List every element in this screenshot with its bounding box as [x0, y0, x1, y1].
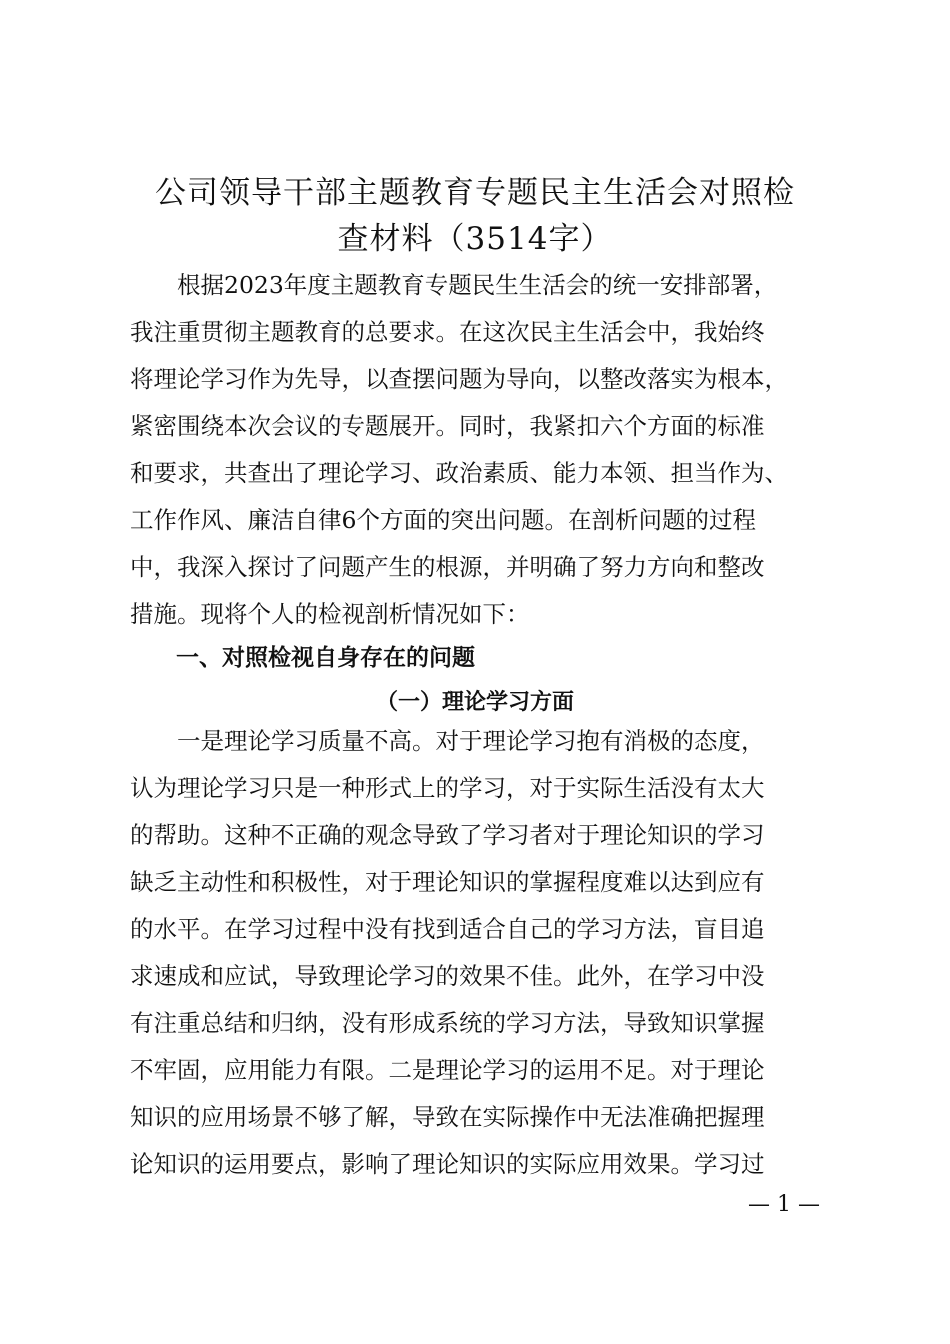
text-line: 中，我深入探讨了问题产生的根源，并明确了努力方向和整改	[130, 553, 765, 581]
document-title	[110, 170, 840, 262]
text-line: 有注重总结和归纳，没有形成系统的学习方法，导致知识掌握	[130, 1009, 765, 1037]
text-line: 我注重贯彻主题教育的总要求。在这次民主生活会中，我始终	[130, 318, 765, 346]
title-line: 查材料（3514字）	[337, 221, 613, 257]
text-line: 一是理论学习质量不高。对于理论学习抱有消极的态度，	[130, 727, 765, 755]
subsection-heading: （一）理论学习方面	[375, 689, 574, 715]
text-line: 的水平。在学习过程中没有找到适合自己的学习方法，盲目追	[130, 915, 765, 943]
text-line: 求速成和应试，导致理论学习的效果不佳。此外，在学习中没	[130, 962, 765, 990]
text-line: 认为理论学习只是一种形式上的学习，对于实际生活没有太大	[130, 774, 765, 802]
section-paragraph	[130, 718, 820, 1188]
text-line: 根据2023年度主题教育专题民生生活会的统一安排部署，	[130, 271, 778, 299]
text-line: 将理论学习作为先导，以查摆问题为导向，以整改落实为根本，	[130, 365, 788, 393]
text-line: 和要求，共查出了理论学习、政治素质、能力本领、担当作为、	[130, 459, 788, 487]
intro-paragraph	[130, 262, 820, 638]
text-line: 不牢固，应用能力有限。二是理论学习的运用不足。对于理论	[130, 1056, 765, 1084]
section-heading: 一、对照检视自身存在的问题	[176, 645, 475, 671]
title-line: 公司领导干部主题教育专题民主生活会对照检	[155, 175, 795, 211]
page-number: — 1 —	[748, 1192, 820, 1217]
text-line: 缺乏主动性和积极性，对于理论知识的掌握程度难以达到应有	[130, 868, 765, 896]
text-line: 的帮助。这种不正确的观念导致了学习者对于理论知识的学习	[130, 821, 765, 849]
text-line: 论知识的运用要点，影响了理论知识的实际应用效果。学习过	[130, 1150, 765, 1178]
text-line: 知识的应用场景不够了解，导致在实际操作中无法准确把握理	[130, 1103, 765, 1131]
text-line: 紧密围绕本次会议的专题展开。同时，我紧扣六个方面的标准	[130, 412, 765, 440]
text-line: 工作作风、廉洁自律6个方面的突出问题。在剖析问题的过程	[130, 506, 756, 534]
text-line: 措施。现将个人的检视剖析情况如下：	[130, 600, 530, 628]
